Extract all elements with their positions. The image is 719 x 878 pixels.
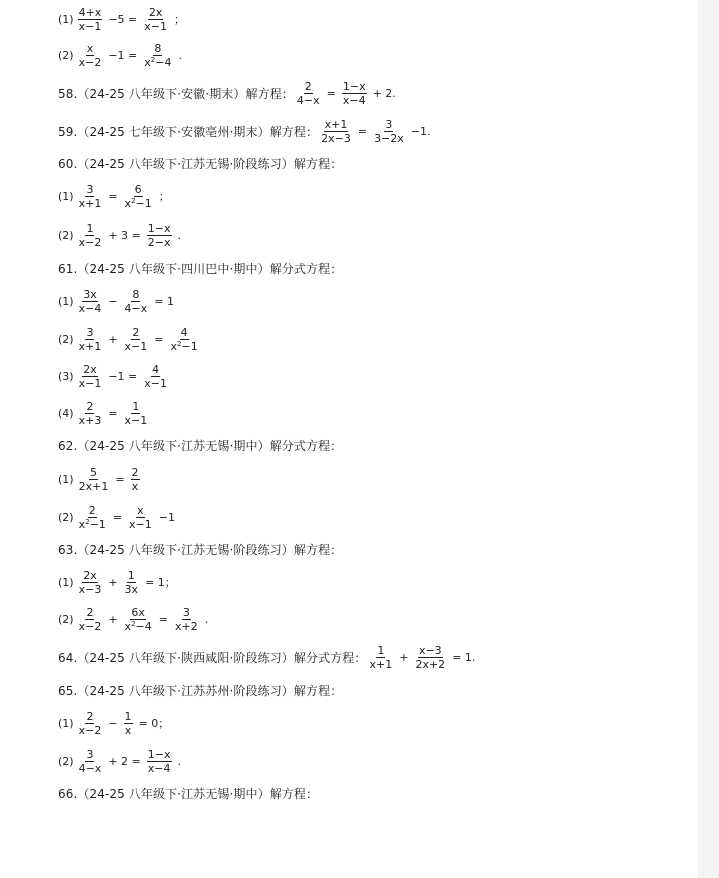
fraction bbox=[78, 42, 103, 69]
denominator: x−1 bbox=[144, 19, 167, 33]
problem-63-part-1 bbox=[58, 565, 180, 599]
fraction bbox=[78, 748, 103, 775]
denominator: x+3 bbox=[78, 413, 102, 427]
numerator: 5 bbox=[89, 465, 97, 479]
rest: −4 bbox=[155, 55, 172, 69]
denominator bbox=[124, 197, 153, 210]
fraction bbox=[124, 569, 140, 596]
numerator: 8 bbox=[132, 287, 140, 301]
fraction bbox=[78, 222, 103, 249]
fraction bbox=[170, 326, 199, 353]
part-label: (2) bbox=[58, 332, 74, 346]
denominator: 2−x bbox=[147, 235, 171, 249]
rest: −1 bbox=[89, 517, 106, 531]
numerator: 2 bbox=[86, 399, 94, 413]
numerator: 2 bbox=[131, 465, 139, 479]
numerator: 3 bbox=[86, 747, 94, 761]
fraction bbox=[143, 363, 168, 390]
base: x bbox=[78, 517, 86, 531]
part-label: (1) bbox=[58, 12, 74, 26]
denominator: 2x+2 bbox=[415, 657, 446, 671]
denominator: x−1 bbox=[78, 19, 102, 33]
problem-heading: 60.（24-25 八年级下·江苏无锡·阶段练习）解方程： bbox=[58, 156, 343, 171]
problem-heading: 66.（24-25 八年级下·江苏无锡·期中）解方程： bbox=[58, 786, 319, 801]
fraction bbox=[78, 466, 110, 493]
fraction bbox=[124, 326, 149, 353]
numerator: 4+x bbox=[78, 5, 102, 19]
end-text: = 1. bbox=[452, 650, 476, 664]
fraction bbox=[78, 710, 103, 737]
denominator: x−4 bbox=[78, 301, 102, 315]
problem-heading: 58.（24-25 八年级下·安徽·期末）解方程： bbox=[58, 86, 294, 101]
operator-text: −5 = bbox=[108, 12, 138, 26]
fraction bbox=[369, 644, 394, 671]
fraction bbox=[320, 118, 352, 145]
problem-57-part-1 bbox=[58, 2, 189, 36]
fraction bbox=[124, 400, 149, 427]
numerator: 3 bbox=[86, 325, 94, 339]
operator-text: = bbox=[108, 406, 118, 420]
numerator: 1−x bbox=[147, 747, 171, 761]
numerator: 2 bbox=[88, 503, 96, 517]
denominator: 3−2x bbox=[374, 131, 404, 145]
problem-63 bbox=[58, 532, 342, 566]
numerator: 3 bbox=[385, 117, 393, 131]
fraction bbox=[124, 183, 153, 210]
fraction bbox=[78, 288, 103, 315]
denominator: 2x+1 bbox=[78, 479, 109, 493]
numerator: 2x bbox=[83, 568, 97, 582]
fraction bbox=[296, 80, 321, 107]
numerator: 1−x bbox=[147, 221, 171, 235]
problem-heading: 62.（24-25 八年级下·江苏无锡·期中）解分式方程： bbox=[58, 438, 343, 453]
fraction bbox=[78, 363, 103, 390]
denominator: x−4 bbox=[342, 93, 366, 107]
denominator: x+1 bbox=[78, 339, 102, 353]
end-text: ； bbox=[158, 190, 170, 203]
end-text: −1. bbox=[410, 124, 431, 138]
numerator: 1 bbox=[127, 568, 135, 582]
end-text: . bbox=[204, 612, 209, 626]
denominator: x−2 bbox=[78, 619, 102, 633]
denominator: x−2 bbox=[78, 723, 102, 737]
numerator: 2 bbox=[304, 79, 312, 93]
denominator: x−1 bbox=[124, 339, 148, 353]
denominator: x−2 bbox=[78, 235, 102, 249]
part-label: (2) bbox=[58, 510, 74, 524]
denominator bbox=[170, 340, 199, 353]
numerator: 6x bbox=[131, 605, 145, 619]
problem-61-part-3 bbox=[58, 359, 170, 393]
problem-60-part-1 bbox=[58, 179, 174, 213]
operator-text: = bbox=[326, 86, 336, 100]
numerator: 4 bbox=[180, 325, 188, 339]
denominator: 4−x bbox=[296, 93, 320, 107]
denominator: x+1 bbox=[369, 657, 393, 671]
operator-text: + bbox=[108, 612, 118, 626]
end-text: + 2. bbox=[372, 86, 396, 100]
operator-text: = bbox=[112, 510, 123, 524]
part-label: (1) bbox=[58, 716, 74, 730]
numerator: 2x bbox=[148, 5, 163, 19]
denominator: x−1 bbox=[124, 413, 148, 427]
problem-61-part-4 bbox=[58, 396, 150, 430]
denominator: x−1 bbox=[129, 517, 152, 531]
problem-heading: 65.（24-25 八年级下·江苏苏州·阶段练习）解方程： bbox=[58, 683, 343, 698]
fraction bbox=[124, 710, 133, 737]
denominator: 4−x bbox=[78, 761, 102, 775]
denominator: x−4 bbox=[147, 761, 171, 775]
problem-60 bbox=[58, 146, 342, 180]
operator-text: −1 = bbox=[108, 369, 138, 383]
operator-text: + bbox=[399, 650, 409, 664]
numerator: 1−x bbox=[342, 79, 366, 93]
fraction bbox=[147, 222, 172, 249]
fraction bbox=[78, 183, 103, 210]
numerator: 3 bbox=[182, 605, 190, 619]
numerator: 1 bbox=[132, 399, 140, 413]
operator-text: − bbox=[108, 294, 118, 308]
fraction bbox=[78, 504, 107, 531]
fraction bbox=[128, 504, 153, 531]
problem-63-part-2 bbox=[58, 602, 212, 636]
fraction bbox=[373, 118, 405, 145]
problem-62 bbox=[58, 428, 342, 462]
problem-heading: 59.（24-25 七年级下·安徽亳州·期末）解方程： bbox=[58, 124, 319, 139]
problem-59 bbox=[58, 114, 435, 148]
part-label: (3) bbox=[58, 369, 74, 383]
end-text: ； bbox=[174, 13, 185, 26]
problem-65-part-2 bbox=[58, 744, 185, 778]
operator-text: = bbox=[158, 612, 168, 626]
base: x bbox=[124, 619, 132, 633]
operator-text: + 3 = bbox=[108, 228, 141, 242]
rest: −1 bbox=[135, 196, 152, 210]
fraction bbox=[143, 42, 172, 69]
operator-text: + bbox=[108, 575, 118, 589]
part-label: (1) bbox=[58, 189, 74, 203]
numerator: 2 bbox=[132, 325, 140, 339]
part-label: (2) bbox=[58, 48, 74, 62]
problem-58 bbox=[58, 76, 400, 110]
denominator: x+1 bbox=[78, 196, 102, 210]
rest: −1 bbox=[181, 339, 198, 353]
fraction bbox=[174, 606, 199, 633]
end-text: = 0； bbox=[138, 717, 170, 730]
operator-text: = bbox=[108, 189, 118, 203]
problem-65 bbox=[58, 673, 342, 707]
part-label: (1) bbox=[58, 472, 74, 486]
exponent: 2 bbox=[177, 339, 182, 348]
problem-heading: 64.（24-25 八年级下·陕西咸阳·阶段练习）解分式方程： bbox=[58, 650, 367, 665]
numerator: 1 bbox=[377, 643, 385, 657]
fraction bbox=[124, 288, 149, 315]
denominator bbox=[78, 518, 107, 531]
numerator: x+1 bbox=[324, 117, 348, 131]
denominator bbox=[143, 56, 172, 69]
denominator: 4−x bbox=[124, 301, 148, 315]
fraction bbox=[143, 6, 168, 33]
fraction bbox=[78, 326, 103, 353]
denominator: x+2 bbox=[174, 619, 198, 633]
exponent: 2 bbox=[85, 517, 90, 526]
scrollbar-track[interactable] bbox=[698, 0, 719, 878]
problem-61-part-2 bbox=[58, 322, 201, 356]
end-text: = 1 bbox=[154, 294, 174, 308]
fraction bbox=[131, 466, 140, 493]
part-label: (2) bbox=[58, 612, 74, 626]
problem-61 bbox=[58, 251, 342, 285]
part-label: (2) bbox=[58, 228, 74, 242]
operator-text: − bbox=[108, 716, 118, 730]
fraction bbox=[78, 400, 103, 427]
denominator: x−2 bbox=[78, 55, 102, 69]
denominator: x−1 bbox=[144, 376, 167, 390]
rest: −4 bbox=[135, 619, 152, 633]
fraction bbox=[78, 569, 103, 596]
numerator: x−3 bbox=[418, 643, 442, 657]
fraction bbox=[147, 748, 172, 775]
denominator: x bbox=[131, 479, 139, 493]
problem-61-part-1 bbox=[58, 284, 178, 318]
fraction bbox=[124, 606, 153, 633]
part-label: (4) bbox=[58, 406, 74, 420]
fraction bbox=[414, 644, 446, 671]
numerator: 1 bbox=[86, 221, 94, 235]
numerator: 3 bbox=[86, 182, 94, 196]
base: x bbox=[144, 55, 151, 69]
denominator: 3x bbox=[124, 582, 139, 596]
fraction bbox=[78, 606, 103, 633]
part-label: (2) bbox=[58, 754, 74, 768]
operator-text: + 2 = bbox=[108, 754, 141, 768]
numerator: x bbox=[137, 503, 144, 517]
operator-text: = bbox=[357, 124, 368, 138]
end-text: . bbox=[178, 48, 182, 62]
end-text: −1 bbox=[158, 510, 175, 524]
problem-65-part-1 bbox=[58, 706, 173, 740]
base: x bbox=[124, 196, 132, 210]
part-label: (1) bbox=[58, 575, 74, 589]
numerator: 3x bbox=[83, 287, 97, 301]
numerator: 6 bbox=[134, 182, 142, 196]
problem-64 bbox=[58, 640, 479, 674]
part-label: (1) bbox=[58, 294, 74, 308]
numerator: x bbox=[86, 41, 94, 55]
denominator: x bbox=[124, 723, 132, 737]
operator-text: + bbox=[108, 332, 118, 346]
operator-text: −1 = bbox=[108, 48, 138, 62]
exponent: 2 bbox=[131, 196, 136, 205]
operator-text: = bbox=[154, 332, 164, 346]
operator-text: = bbox=[115, 472, 125, 486]
exponent: 2 bbox=[131, 619, 136, 628]
numerator: 2 bbox=[86, 709, 94, 723]
denominator: 2x−3 bbox=[321, 131, 351, 145]
problem-62-part-1 bbox=[58, 462, 142, 496]
fraction bbox=[342, 80, 367, 107]
problem-60-part-2 bbox=[58, 218, 185, 252]
denominator: x−3 bbox=[78, 582, 102, 596]
numerator: 1 bbox=[124, 709, 132, 723]
exponent: 2 bbox=[150, 55, 156, 64]
numerator: 2x bbox=[83, 362, 97, 376]
denominator bbox=[124, 620, 153, 633]
end-text: = 1； bbox=[145, 576, 176, 589]
end-text: . bbox=[177, 228, 181, 242]
problem-62-part-2 bbox=[58, 500, 179, 534]
problem-heading: 61.（24-25 八年级下·四川巴中·期中）解分式方程： bbox=[58, 261, 343, 276]
fraction bbox=[78, 6, 103, 33]
problem-66 bbox=[58, 776, 318, 810]
problem-57-part-2 bbox=[58, 38, 186, 72]
denominator: x−1 bbox=[78, 376, 102, 390]
base: x bbox=[170, 339, 178, 353]
problem-heading: 63.（24-25 八年级下·江苏无锡·阶段练习）解方程： bbox=[58, 542, 343, 557]
numerator: 2 bbox=[86, 605, 94, 619]
numerator: 8 bbox=[154, 41, 162, 55]
end-text: . bbox=[177, 754, 181, 768]
numerator: 4 bbox=[152, 362, 160, 376]
